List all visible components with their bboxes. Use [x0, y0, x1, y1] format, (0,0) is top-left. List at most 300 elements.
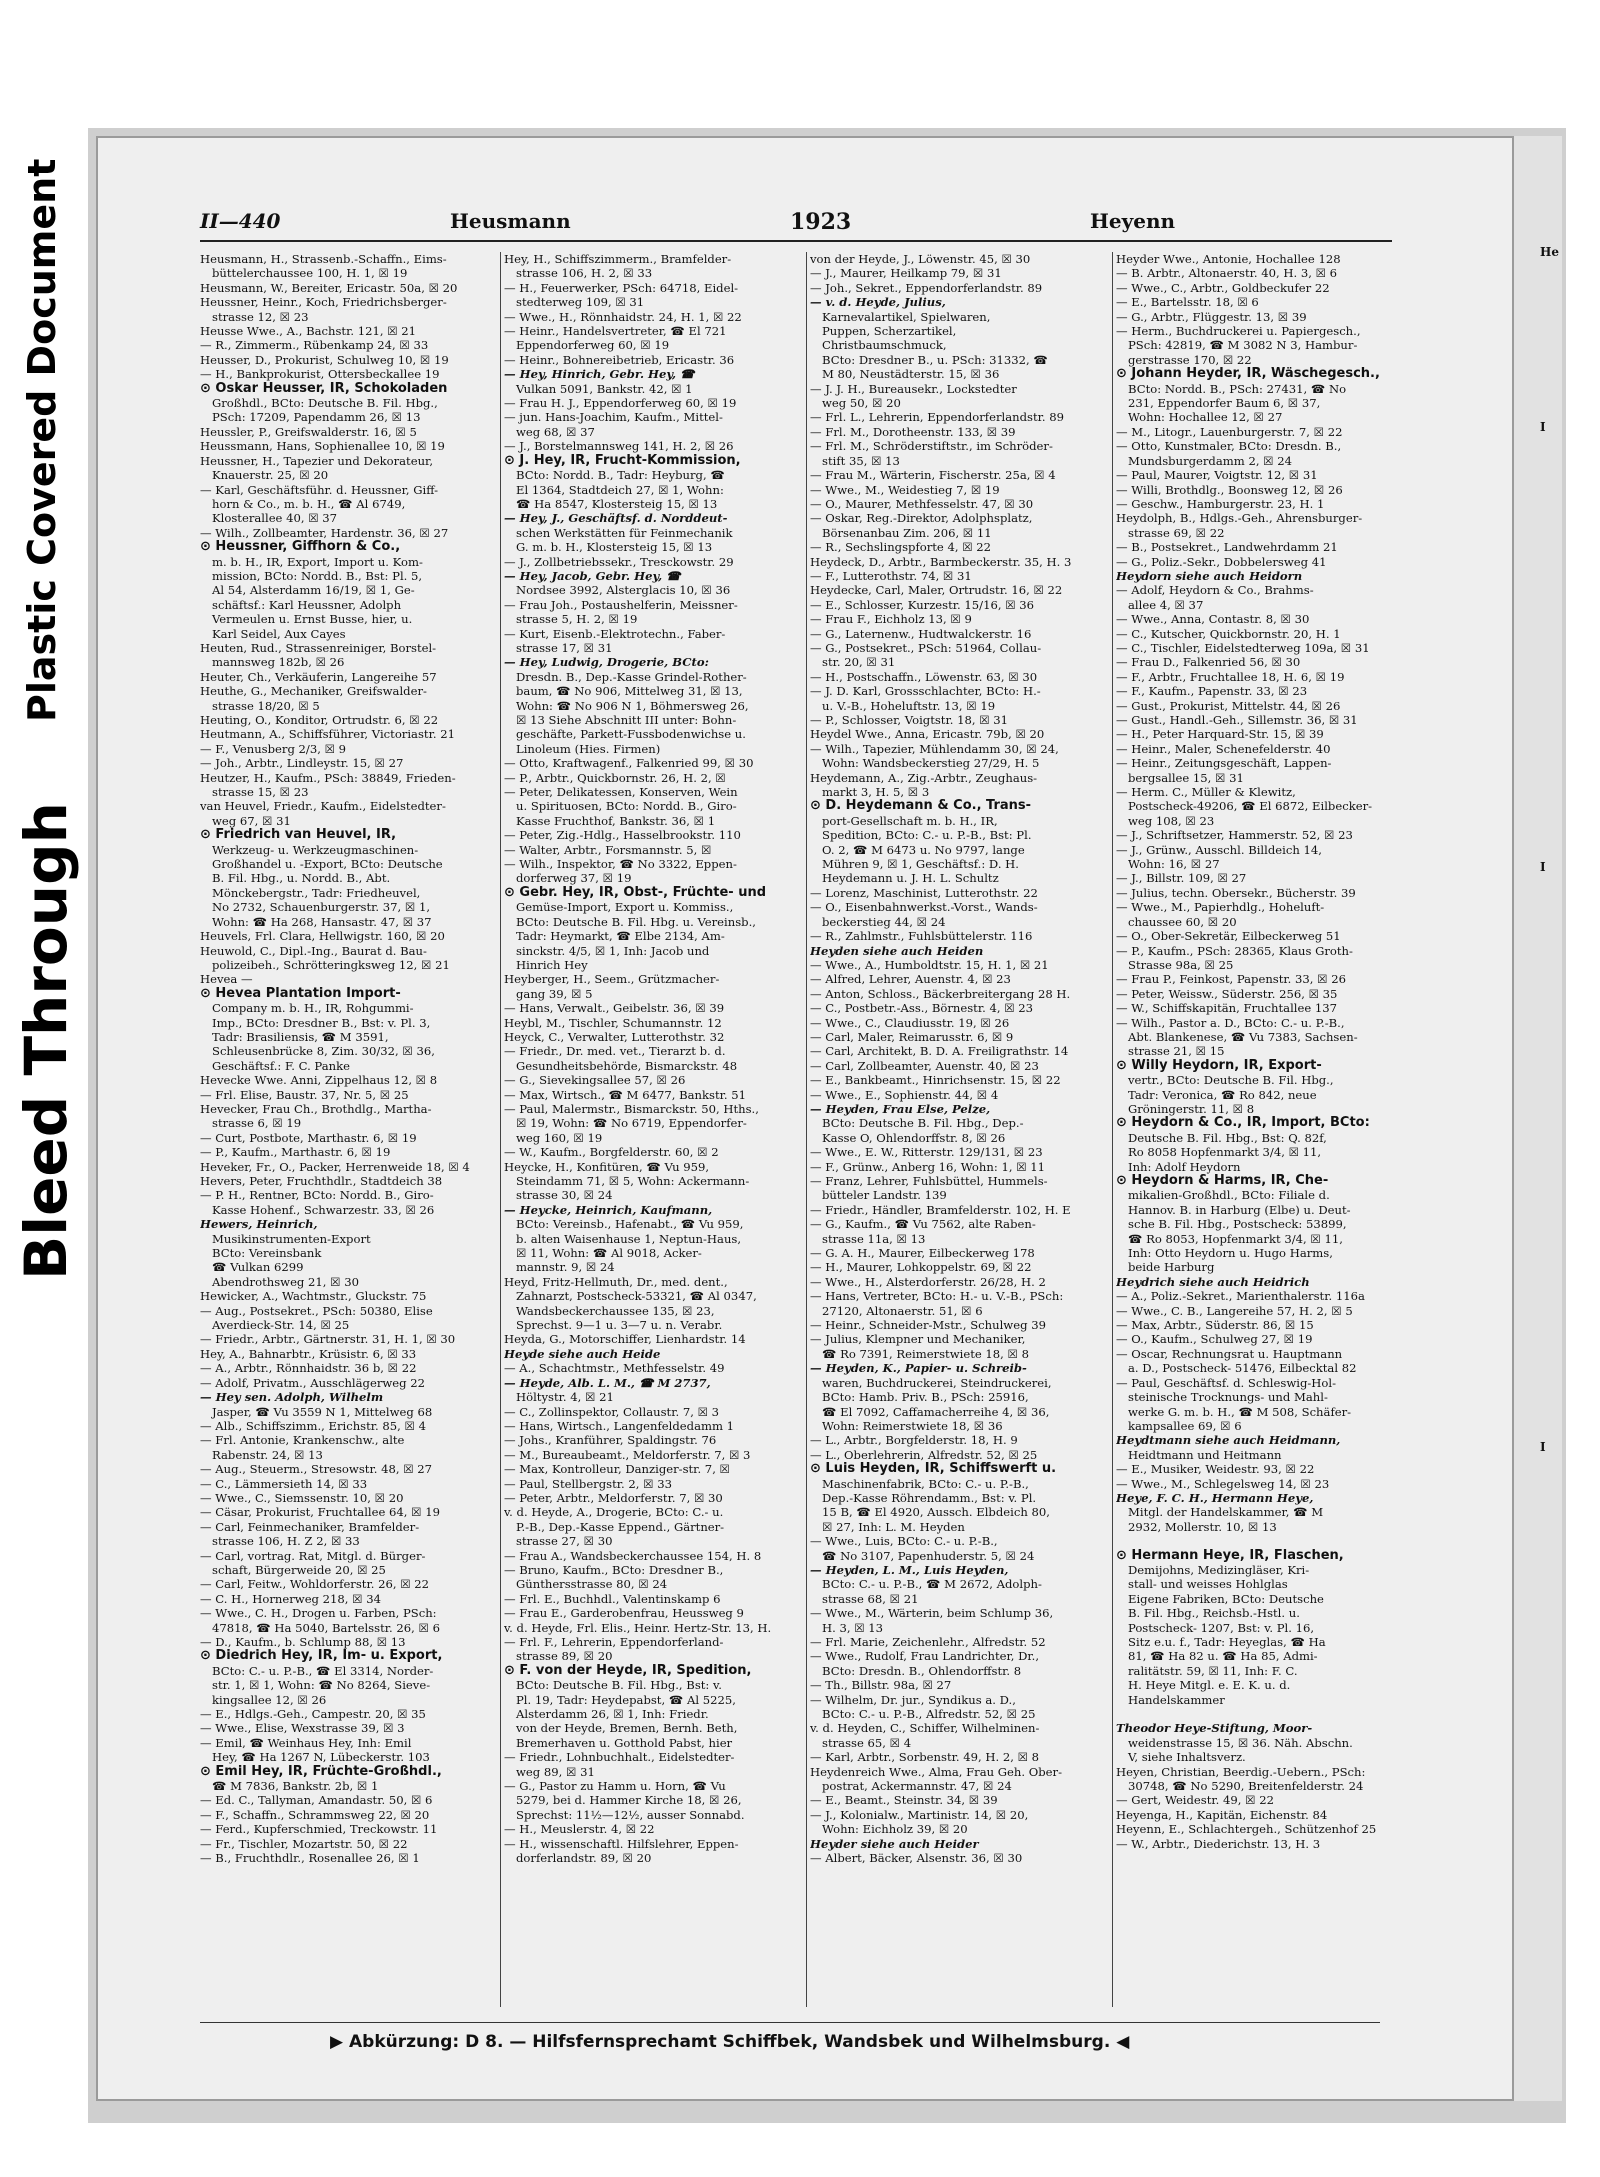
directory-entry-line: PSch: 17209, Papendamm 26, ☒ 13: [212, 410, 421, 425]
directory-entry-line: Eppendorferweg 60, ☒ 19: [516, 338, 670, 353]
directory-entry-line: — Franz, Lehrer, Fuhlsbüttel, Hummels-: [810, 1174, 1048, 1188]
directory-entry-line: — Hey, J., Geschäftsf. d. Norddeut-: [504, 511, 728, 526]
directory-entry-line: steinische Trocknungs- und Mahl-: [1128, 1390, 1328, 1405]
directory-entry-line: Linoleum (Hies. Firmen): [516, 741, 661, 756]
directory-entry-line: Heyder siehe auch Heider: [810, 1836, 979, 1851]
directory-entry-line: Hannov. B. in Harburg (Elbe) u. Deut-: [1128, 1202, 1351, 1217]
directory-entry-line: — Oskar, Reg.-Direktor, Adolphsplatz,: [810, 511, 1033, 526]
directory-entry-line: — Wwe., E. W., Ritterstr. 129/131, ☒ 23: [810, 1145, 1043, 1160]
directory-entry-line: — W., Kaufm., Borgfelderstr. 60, ☒ 2: [504, 1145, 719, 1160]
directory-entry-line: — P. H., Rentner, BCto: Nordd. B., Giro-: [200, 1188, 434, 1203]
directory-entry-line: Heydemann u. J. H. L. Schultz: [822, 871, 999, 886]
directory-entry-line: port-Gesellschaft m. b. H., IR,: [822, 813, 998, 828]
directory-entry-line: 2932, Mollerstr. 10, ☒ 13: [1128, 1519, 1277, 1534]
directory-entry-line: Kasse O, Ohlendorffstr. 8, ☒ 26: [822, 1130, 1006, 1145]
directory-entry-line: — Gust., Handl.-Geh., Sillemstr. 36, ☒ 31: [1116, 713, 1358, 727]
directory-entry-line: Wohn: ☎ No 906 N 1, Böhmersweg 26,: [516, 698, 749, 713]
directory-entry-line: Postscheck-49206, ☎ El 6872, Eilbecker-: [1128, 799, 1373, 814]
directory-entry-line: — P., Kaufm., PSch: 28365, Klaus Groth-: [1116, 943, 1353, 958]
directory-entry-line: Heidtmann und Heitmann: [1128, 1447, 1282, 1462]
directory-entry-line: ⊙ D. Heydemann & Co., Trans-: [810, 799, 1032, 814]
directory-entry-line: Wohn: Reimerstwiete 18, ☒ 36: [822, 1418, 1003, 1433]
directory-entry-line: strasse 69, ☒ 22: [1128, 525, 1225, 540]
directory-entry-line: Heydemann, A., Zig.-Arbtr., Zeughaus-: [810, 770, 1038, 785]
directory-entry-line: Gemüse-Import, Export u. Kommiss.,: [516, 900, 734, 915]
directory-entry-line: Tadr: Veronica, ☎ Ro 842, neue: [1128, 1087, 1317, 1102]
directory-entry-line: Vermeulen u. Ernst Busse, hier, u.: [212, 612, 413, 627]
directory-entry-line: beckerstieg 44, ☒ 24: [822, 914, 946, 929]
directory-entry-line: — E., Beamt., Steinstr. 34, ☒ 39: [810, 1793, 998, 1808]
directory-entry-line: — F., Grünw., Anberg 16, Wohn: 1, ☒ 11: [810, 1159, 1046, 1174]
directory-entry-line: strasse 106, H. Z 2, ☒ 33: [212, 1534, 360, 1549]
directory-entry-line: — J. D. Karl, Grossschlachter, BCto: H.-: [810, 684, 1041, 699]
directory-entry-line: — A., Arbtr., Rönnhaidstr. 36 b, ☒ 22: [200, 1361, 417, 1376]
column-divider: [500, 252, 501, 2007]
directory-entry-line: strasse 21, ☒ 15: [1128, 1044, 1225, 1059]
directory-entry-line: — Max, Arbtr., Süderstr. 86, ☒ 15: [1116, 1318, 1314, 1333]
directory-entry-line: — Heycke, Heinrich, Kaufmann,: [504, 1202, 713, 1217]
directory-entry-line: kampsallee 69, ☒ 6: [1128, 1418, 1242, 1433]
directory-entry-line: — J., Kolonialw., Martinistr. 14, ☒ 20,: [810, 1807, 1029, 1822]
directory-entry-line: Kasse Fruchthof, Bankstr. 36, ☒ 1: [516, 813, 716, 828]
directory-entry-line: strasse 65, ☒ 4: [822, 1735, 912, 1750]
directory-entry-line: [1116, 1534, 1398, 1548]
directory-entry-line: Heyder Wwe., Antonie, Hochallee 128: [1116, 252, 1341, 266]
directory-entry-line: u. Spirituosen, BCto: Nordd. B., Giro-: [516, 799, 737, 814]
directory-entry-line: PSch: 42819, ☎ M 3082 N 3, Hambur-: [1128, 338, 1358, 353]
directory-entry-line: — Heyden, K., Papier- u. Schreib-: [810, 1361, 1027, 1376]
directory-entry-line: Heuting, O., Konditor, Ortrudstr. 6, ☒ 22: [200, 713, 439, 727]
directory-entry-line: — Wilh., Inspektor, ☎ No 3322, Eppen-: [504, 857, 737, 872]
directory-entry-line: — Wwe., M., Schlegelsweg 14, ☒ 23: [1116, 1476, 1330, 1491]
directory-entry-line: Karnevalartikel, Spielwaren,: [822, 309, 991, 324]
directory-entry-line: Geschäftsf.: F. C. Panke: [212, 1058, 350, 1073]
directory-entry-line: BCto: Deutsche B. Fil. Hbg. u. Vereinsb.,: [516, 914, 756, 929]
directory-entry-line: — C. H., Hornerweg 218, ☒ 34: [200, 1591, 381, 1606]
directory-entry-line: — Johs., Kranführer, Spaldingstr. 76: [504, 1433, 717, 1448]
directory-entry-line: Imp., BCto: Dresdner B., Bst: v. Pl. 3,: [212, 1015, 431, 1030]
directory-entry-line: Günthersstrasse 80, ☒ 24: [516, 1577, 668, 1592]
directory-entry-line: Heyden siehe auch Heiden: [810, 943, 984, 958]
directory-entry-line: — M., Bureaubeamt., Meldorferstr. 7, ☒ 3: [504, 1447, 751, 1462]
directory-entry-line: Wohn: 16, ☒ 27: [1128, 857, 1220, 872]
directory-entry-line: — Adolf, Heydorn & Co., Brahms-: [1116, 583, 1314, 598]
directory-entry-line: Heyenn, E., Schlachtergeh., Schützenhof 25: [1116, 1822, 1377, 1837]
directory-entry-line: Wohn: Wandsbeckerstieg 27/29, H. 5: [822, 756, 1040, 771]
directory-entry-line: weg 68, ☒ 37: [516, 424, 595, 439]
directory-entry-line: — J., Billstr. 109, ☒ 27: [1116, 871, 1247, 886]
directory-entry-line: ☎ Ro 8053, Hopfenmarkt 3/4, ☒ 11,: [1128, 1231, 1343, 1246]
directory-entry-line: — Wilh., Zollbeamter, Hardenstr. 36, ☒ 27: [200, 525, 449, 540]
directory-entry-line: dorferlandstr. 89, ☒ 20: [516, 1851, 652, 1866]
directory-entry-line: — Alb., Schiffszimm., Erichstr. 85, ☒ 4: [200, 1418, 426, 1433]
directory-entry-line: — Wwe., C., Siemssenstr. 10, ☒ 20: [200, 1490, 404, 1505]
directory-entry-line: Heyberger, H., Seem., Grützmacher-: [504, 972, 720, 987]
directory-entry-line: weg 67, ☒ 31: [212, 813, 291, 828]
directory-entry-line: b. alten Waisenhause 1, Neptun-Haus,: [516, 1231, 742, 1246]
directory-entry-line: — Wwe., Luis, BCto: C.- u. P.-B.,: [810, 1534, 998, 1549]
directory-entry-line: — Carl, Feinmechaniker, Bramfelder-: [200, 1519, 420, 1534]
directory-entry-line: — E., Bankbeamt., Hinrichsenstr. 15, ☒ 22: [810, 1073, 1061, 1088]
directory-entry-line: Heyde siehe auch Heide: [504, 1346, 661, 1361]
directory-entry-line: — Aug., Steuerm., Stresowstr. 48, ☒ 27: [200, 1462, 433, 1477]
directory-entry-line: ralitätstr. 59, ☒ 11, Inh: F. C.: [1128, 1663, 1298, 1678]
directory-entry-line: a. D., Postscheck- 51476, Eilbecktal 82: [1128, 1361, 1357, 1376]
directory-entry-line: Strasse 98a, ☒ 25: [1128, 957, 1234, 972]
directory-entry-line: Heuten, Rud., Strassenreiniger, Borstel-: [200, 640, 437, 655]
directory-entry-line: — P., Schlosser, Voigtstr. 18, ☒ 31: [810, 713, 1009, 727]
directory-entry-line: — Wwe., Rudolf, Frau Landrichter, Dr.,: [810, 1649, 1040, 1664]
directory-entry-line: Heydrich siehe auch Heidrich: [1116, 1274, 1310, 1289]
directory-entry-line: ⊙ Willy Heydorn, IR, Export-: [1116, 1058, 1322, 1073]
directory-entry-line: — Peter, Delikatessen, Konserven, Wein: [504, 785, 738, 800]
directory-entry-line: strasse 68, ☒ 21: [822, 1591, 919, 1606]
directory-entry-line: — v. d. Heyde, Julius,: [810, 295, 946, 310]
footer-note: ▶ Abkürzung: D 8. — Hilfsfernsprechamt Schiffbek, Wandsbek und Wilhelmsburg. ◀: [330, 2032, 1130, 2052]
directory-entry-line: Gröningerstr. 11, ☒ 8: [1128, 1101, 1255, 1116]
directory-entry-line: Heydolph, B., Hdlgs.-Geh., Ahrensburger-: [1116, 511, 1363, 526]
directory-entry-line: 81, ☎ Ha 82 u. ☎ Ha 85, Admi-: [1128, 1649, 1318, 1664]
directory-entry-line: dorferweg 37, ☒ 19: [516, 871, 632, 886]
directory-entry-line: — Friedr., Lohnbuchhalt., Eidelstedter-: [504, 1750, 735, 1765]
directory-entry-line: mission, BCto: Nordd. B., Bst: Pl. 5,: [212, 568, 423, 583]
directory-entry-line: — Frau A., Wandsbeckerchaussee 154, H. 8: [504, 1548, 762, 1563]
page-number: II—440: [200, 209, 281, 233]
directory-entry-line: strasse 5, H. 2, ☒ 19: [516, 612, 638, 627]
directory-entry-line: BCto: Vereinsb., Hafenabt., ☎ Vu 959,: [516, 1217, 744, 1232]
directory-entry-line: — Willi, Brothdlg., Boonsweg 12, ☒ 26: [1116, 482, 1343, 497]
directory-entry-line: 5279, bei d. Hammer Kirche 18, ☒ 26,: [516, 1793, 742, 1808]
edge-text: I: [1540, 1440, 1546, 1454]
directory-entry-line: v. d. Heyde, Frl. Elis., Heinr. Hertz-Str. 13, H.: [504, 1620, 772, 1635]
directory-entry-line: — Bruno, Kaufm., BCto: Dresdner B.,: [504, 1562, 724, 1577]
directory-entry-line: büttelerchaussee 100, H. 1, ☒ 19: [212, 266, 408, 281]
directory-entry-line: — L., Oberlehrerin, Alfredstr. 52, ☒ 25: [810, 1447, 1038, 1462]
directory-entry-line: Sitz e.u. f., Tadr: Heyeglas, ☎ Ha: [1128, 1635, 1326, 1649]
directory-entry-line: — Wilh., Pastor a. D., BCto: C.- u. P.-B.,: [1116, 1015, 1345, 1030]
directory-entry-line: Jasper, ☎ Vu 3559 N 1, Mittelweg 68: [212, 1404, 433, 1419]
bleed-through-label: Bleed Through: [12, 802, 80, 1280]
directory-entry-line: — Anton, Schloss., Bäckerbreitergang 28 H.: [810, 986, 1071, 1001]
directory-entry-line: Alsterdamm 26, ☒ 1, Inh: Friedr.: [516, 1707, 709, 1722]
directory-entry-line: Heydel Wwe., Anna, Ericastr. 79b, ☒ 20: [810, 727, 1045, 742]
directory-entry-line: El 1364, Stadtdeich 27, ☒ 1, Wohn:: [516, 482, 724, 497]
directory-entry-line: — J., Zollbetriebssekr., Tresckowstr. 29: [504, 554, 734, 569]
directory-entry-line: Deutsche B. Fil. Hbg., Bst: Q. 82f,: [1128, 1130, 1327, 1145]
directory-entry-line: — Wwe., H., Rönnhaidstr. 24, H. 1, ☒ 22: [504, 309, 742, 324]
directory-entry-line: — Friedr., Dr. med. vet., Tierarzt b. d.: [504, 1044, 726, 1059]
directory-entry-line: M 80, Neustädterstr. 15, ☒ 36: [822, 367, 1000, 382]
directory-entry-line: ⊙ Friedrich van Heuvel, IR,: [200, 828, 397, 843]
directory-entry-line: — Hey, Jacob, Gebr. Hey, ☎: [504, 568, 681, 583]
directory-entry-line: Heydtmann siehe auch Heidmann,: [1116, 1433, 1341, 1448]
directory-entry-line: — Frau P., Feinkost, Papenstr. 33, ☒ 26: [1116, 972, 1347, 987]
directory-entry-line: gerstrasse 170, ☒ 22: [1128, 352, 1252, 367]
directory-entry-line: mannstr. 9, ☒ 24: [516, 1260, 615, 1275]
directory-entry-line: Heydenreich Wwe., Alma, Frau Geh. Ober-: [810, 1764, 1062, 1779]
directory-entry-line: — J. J. H., Bureausekr., Lockstedter: [810, 381, 1017, 396]
directory-entry-line: — Heyde, Alb. L. M., ☎ M 2737,: [504, 1375, 711, 1390]
directory-entry-line: Heusmann, H., Strassenb.-Schaffn., Eims-: [200, 252, 447, 266]
directory-entry-line: Tadr: Brasiliensis, ☎ M 3591,: [212, 1029, 389, 1044]
directory-entry-line: van Heuvel, Friedr., Kaufm., Eidelstedter-: [200, 799, 446, 814]
directory-entry-line: — H., Bankprokurist, Ottersbeckallee 19: [200, 367, 440, 382]
directory-entry-line: ⊙ Gebr. Hey, IR, Obst-, Früchte- und: [504, 885, 767, 900]
directory-entry-line: — Wwe., M., Weidestieg 7, ☒ 19: [810, 482, 1000, 497]
directory-entry-line: str. 20, ☒ 31: [822, 655, 896, 670]
directory-entry-line: — Alfred, Lehrer, Auenstr. 4, ☒ 23: [810, 972, 1011, 987]
directory-entry-line: — B., Postsekret., Landwehrdamm 21: [1116, 540, 1338, 555]
directory-entry-line: von der Heyde, Bremen, Bernh. Beth,: [516, 1721, 738, 1736]
directory-entry-line: — Karl, Arbtr., Sorbenstr. 49, H. 2, ☒ 8: [810, 1750, 1040, 1765]
directory-entry-line: V, siehe Inhaltsverz.: [1128, 1750, 1246, 1765]
directory-entry-line: — G., Kaufm., ☎ Vu 7562, alte Raben-: [810, 1217, 1036, 1232]
directory-entry-line: — P., Arbtr., Quickbornstr. 26, H. 2, ☒: [504, 770, 726, 785]
directory-entry-line: vertr., BCto: Deutsche B. Fil. Hbg.,: [1128, 1073, 1334, 1088]
directory-entry-line: ☒ 11, Wohn: ☎ Al 9018, Acker-: [516, 1246, 702, 1261]
directory-entry-line: — G., Sievekingsallee 57, ☒ 26: [504, 1073, 686, 1088]
directory-entry-line: ☎ No 3107, Papenhuderstr. 5, ☒ 24: [822, 1548, 1035, 1563]
directory-entry-line: — H., Meuslerstr. 4, ☒ 22: [504, 1822, 655, 1837]
directory-entry-line: H. Heye Mitgl. e. E. K. u. d.: [1128, 1678, 1291, 1693]
directory-entry-line: Ro 8058 Hopfenmarkt 3/4, ☒ 11,: [1128, 1145, 1322, 1160]
directory-entry-line: — J., Maurer, Heilkamp 79, ☒ 31: [810, 266, 1002, 281]
directory-entry-line: Heussmann, Hans, Sophienallee 10, ☒ 19: [200, 439, 445, 454]
header-left-word: Heusmann: [450, 209, 571, 233]
directory-entry-line: — R., Sechslingspforte 4, ☒ 22: [810, 540, 992, 555]
directory-entry-line: Knauerstr. 25, ☒ 20: [212, 468, 329, 483]
directory-entry-line: 231, Eppendorfer Baum 6, ☒ 37,: [1128, 396, 1321, 411]
directory-entry-line: — C., Tischler, Eidelstedterweg 109a, ☒ 31: [1116, 640, 1370, 655]
directory-entry-line: — O., Ober-Sekretär, Eilbeckerweg 51: [1116, 929, 1341, 944]
directory-entry-line: — H., Feuerwerker, PSch: 64718, Eidel-: [504, 280, 739, 295]
directory-entry-line: Heusmann, W., Bereiter, Ericastr. 50a, ☒ 20: [200, 280, 458, 295]
directory-entry-line: — C., Zollinspektor, Collaustr. 7, ☒ 3: [504, 1404, 720, 1419]
directory-entry-line: — Heinr., Bohnereibetrieb, Ericastr. 36: [504, 352, 735, 367]
directory-entry-line: BCto: C.- u. P.-B., ☎ El 3314, Norder-: [212, 1663, 434, 1678]
directory-entry-line: m. b. H., IR, Export, Import u. Kom-: [212, 554, 423, 569]
directory-entry-line: Wandsbeckerchaussee 135, ☒ 23,: [516, 1303, 715, 1318]
directory-entry-line: — J., Schriftsetzer, Hammerstr. 52, ☒ 23: [1116, 828, 1353, 843]
directory-entry-line: — Paul, Geschäftsf. d. Schleswig-Hol-: [1116, 1375, 1337, 1390]
directory-entry-line: — Wwe., Elise, Wexstrasse 39, ☒ 3: [200, 1721, 405, 1736]
directory-entry-line: Puppen, Scherzartikel,: [822, 324, 957, 339]
directory-entry-line: — D., Kaufm., b. Schlump 88, ☒ 13: [200, 1635, 406, 1649]
directory-entry-line: G. m. b. H., Klostersteig 15, ☒ 13: [516, 540, 713, 555]
directory-entry-line: — Ed. C., Tallyman, Amandastr. 50, ☒ 6: [200, 1793, 433, 1808]
directory-entry-line: — Max, Kontrolleur, Danziger-str. 7, ☒: [504, 1462, 730, 1477]
directory-entry-line: mannsweg 182b, ☒ 26: [212, 655, 345, 670]
directory-entry-line: — Emil, ☎ Weinhaus Hey, Inh: Emil: [200, 1735, 412, 1750]
column-divider: [1112, 252, 1113, 2007]
directory-entry-line: — P., Kaufm., Marthastr. 6, ☒ 19: [200, 1145, 391, 1160]
directory-entry-line: — Oscar, Rechnungsrat u. Hauptmann: [1116, 1346, 1343, 1361]
directory-entry-line: BCto: Deutsche B. Fil. Hbg., Bst: v.: [516, 1678, 722, 1693]
directory-entry-line: — C., Postbetr.-Ass., Börnestr. 4, ☒ 23: [810, 1001, 1034, 1016]
directory-entry-line: Company m. b. H., IR, Rohgummi-: [212, 1001, 414, 1016]
directory-entry-line: BCto: C.- u. P.-B., Alfredstr. 52, ☒ 25: [822, 1707, 1036, 1722]
directory-entry-line: ☒ 13 Siehe Abschnitt III unter: Bohn-: [516, 713, 737, 727]
directory-entry-line: — Joh., Arbtr., Lindleystr. 15, ☒ 27: [200, 756, 404, 771]
directory-entry-line: Bremerhaven u. Gotthold Pabst, hier: [516, 1735, 733, 1750]
directory-entry-line: Heydeck, D., Arbtr., Barmbeckerstr. 35, H. 3: [810, 554, 1072, 569]
directory-entry-line: — Albert, Bäcker, Alsenstr. 36, ☒ 30: [810, 1851, 1023, 1866]
directory-entry-line: — Fr., Tischler, Mozartstr. 50, ☒ 22: [200, 1836, 408, 1851]
directory-entry-line: — Hey sen. Adolph, Wilhelm: [200, 1390, 384, 1405]
directory-entry-line: — W., Arbtr., Diederichstr. 13, H. 3: [1116, 1836, 1321, 1851]
directory-entry-line: ☎ Vulkan 6299: [212, 1260, 304, 1275]
directory-entry-line: BCto: Hamb. Priv. B., PSch: 25916,: [822, 1390, 1029, 1405]
column-3: [810, 252, 1108, 2012]
directory-entry-line: — Adolf, Privatm., Ausschlägerweg 22: [200, 1375, 426, 1390]
directory-entry-line: BCto: Nordd. B., PSch: 27431, ☎ No: [1128, 381, 1347, 396]
directory-entry-line: polizeibeh., Schrötteringksweg 12, ☒ 21: [212, 957, 450, 972]
directory-entry-line: BCto: Nordd. B., Tadr: Heyburg, ☎: [516, 468, 725, 483]
edge-text: He: [1540, 245, 1559, 259]
directory-entry-line: — Carl, vortrag. Rat, Mitgl. d. Bürger-: [200, 1548, 426, 1563]
directory-entry-line: ⊙ Oskar Heusser, IR, Schokoladen: [200, 381, 448, 396]
directory-entry-line: strasse 27, ☒ 30: [516, 1534, 613, 1549]
directory-entry-line: — Frl. Elise, Baustr. 37, Nr. 5, ☒ 25: [200, 1087, 409, 1102]
column-2: [504, 252, 802, 2012]
directory-entry-line: — Heinr., Handelsvertreter, ☎ El 721: [504, 324, 727, 339]
directory-entry-line: Sprechst. 9—1 u. 3—7 u. n. Verabr.: [516, 1318, 723, 1333]
adjacent-page-edge: [1514, 136, 1562, 2101]
directory-entry-line: Zahnarzt, Postscheck-53321, ☎ Al 0347,: [516, 1289, 757, 1304]
header-right-word: Heyenn: [1090, 209, 1176, 233]
directory-entry-line: — Frl. F., Lehrerin, Eppendorferland-: [504, 1635, 724, 1649]
directory-entry-line: Heveker, Fr., O., Packer, Herrenweide 18, ☒ 4: [200, 1159, 470, 1174]
directory-entry-line: — F., Kaufm., Papenstr. 33, ☒ 23: [1116, 684, 1308, 699]
directory-entry-line: — Herm. C., Müller & Klewitz,: [1116, 785, 1296, 800]
directory-entry-line: Heydecke, Carl, Maler, Ortrudstr. 16, ☒ 22: [810, 583, 1063, 598]
directory-entry-line: 47818, ☎ Ha 5040, Bartelsstr. 26, ☒ 6: [212, 1620, 440, 1635]
directory-entry-line: — Th., Billstr. 98a, ☒ 27: [810, 1678, 952, 1693]
directory-entry-line: strasse 106, H. 2, ☒ 33: [516, 266, 653, 281]
directory-entry-line: — Frl. L., Lehrerin, Eppendorferlandstr. 89: [810, 410, 1064, 425]
directory-entry-line: — H., Peter Harquard-Str. 15, ☒ 39: [1116, 727, 1324, 742]
directory-entry-line: H. 3, ☒ 13: [822, 1620, 884, 1635]
directory-entry-line: Hevea —: [200, 972, 253, 987]
directory-entry-line: ⊙ Luis Heyden, IR, Schiffswerft u.: [810, 1462, 1057, 1477]
directory-entry-line: — F., Lutterothstr. 74, ☒ 31: [810, 568, 972, 583]
header-rule: [200, 240, 1392, 242]
directory-entry-line: Heybl, M., Tischler, Schumannstr. 12: [504, 1015, 722, 1030]
directory-entry-line: ⊙ Hevea Plantation Import-: [200, 986, 401, 1001]
directory-entry-line: strasse 89, ☒ 20: [516, 1649, 613, 1664]
directory-entry-line: Karl Seidel, Aux Cayes: [212, 626, 346, 641]
directory-entry-line: Theodor Heye-Stiftung, Moor-: [1116, 1721, 1313, 1736]
directory-entry-line: — Wilh., Tapezier, Mühlendamm 30, ☒ 24,: [810, 741, 1059, 756]
directory-entry-line: — Heinr., Zeitungsgeschäft, Lappen-: [1116, 756, 1332, 771]
directory-entry-line: — Wilhelm, Dr. jur., Syndikus a. D.,: [810, 1692, 1016, 1707]
directory-entry-line: Heuwold, C., Dipl.-Ing., Baurat d. Bau-: [200, 943, 427, 958]
directory-entry-line: Schleusenbrücke 8, Zim. 30/32, ☒ 36,: [212, 1044, 435, 1059]
directory-entry-line: Heuter, Ch., Verkäuferin, Langereihe 57: [200, 669, 437, 684]
directory-entry-line: — G., Pastor zu Hamm u. Horn, ☎ Vu: [504, 1779, 726, 1794]
directory-entry-line: Hey, H., Schiffszimmerm., Bramfelder-: [504, 252, 732, 266]
directory-entry-line: B. Fil. Hbg., u. Nordd. B., Abt.: [212, 871, 391, 886]
directory-entry-line: — Wwe., C., Claudiusstr. 19, ☒ 26: [810, 1015, 1010, 1030]
edge-text: I: [1540, 860, 1546, 874]
directory-entry-line: Klosterallee 40, ☒ 37: [212, 511, 338, 526]
directory-entry-line: Hey, ☎ Ha 1267 N, Lübeckerstr. 103: [212, 1750, 430, 1765]
directory-entry-line: — R., Zahlmstr., Fuhlsbüttelerstr. 116: [810, 929, 1033, 944]
directory-entry-line: waren, Buchdruckerei, Steindruckerei,: [822, 1375, 1052, 1390]
directory-entry-line: Heydorn siehe auch Heidorn: [1116, 568, 1303, 583]
directory-entry-line: Rabenstr. 24, ☒ 13: [212, 1447, 323, 1462]
directory-entry-line: — Julius, techn. Obersekr., Bücherstr. 39: [1116, 885, 1356, 900]
directory-entry-line: Börsenanbau Zim. 206, ☒ 11: [822, 525, 992, 540]
directory-entry-line: Maschinenfabrik, BCto: C.- u. P.-B.,: [822, 1476, 1029, 1491]
directory-entry-line: — Carl, Maler, Reimarusstr. 6, ☒ 9: [810, 1029, 1014, 1044]
directory-entry-line: — Herm., Buchdruckerei u. Papiergesch.,: [1116, 324, 1361, 339]
directory-entry-line: — Geschw., Hamburgerstr. 23, H. 1: [1116, 496, 1325, 511]
directory-entry-line: B. Fil. Hbg., Reichsb.-Hstl. u.: [1128, 1606, 1300, 1621]
directory-entry-line: Kasse Hohenf., Schwarzestr. 33, ☒ 26: [212, 1202, 435, 1217]
directory-entry-line: stall- und weisses Hohlglas: [1128, 1577, 1288, 1592]
directory-entry-line: — E., Musiker, Weidestr. 93, ☒ 22: [1116, 1462, 1315, 1477]
directory-entry-line: — Hey, Ludwig, Drogerie, BCto:: [504, 655, 709, 670]
directory-entry-line: Heussner, Heinr., Koch, Friedrichsberger-: [200, 295, 447, 310]
directory-entry-line: Christbaumschmuck,: [822, 338, 947, 353]
directory-entry-line: — Gert, Weidestr. 49, ☒ 22: [1116, 1793, 1274, 1808]
directory-entry-line: Inh: Otto Heydorn u. Hugo Harms,: [1128, 1246, 1333, 1261]
directory-entry-line: Abt. Blankenese, ☎ Vu 7383, Sachsen-: [1128, 1029, 1358, 1044]
directory-entry-line: — Wwe., Anna, Contastr. 8, ☒ 30: [1116, 612, 1310, 627]
directory-entry-line: Mundsburgerdamm 2, ☒ 24: [1128, 453, 1293, 468]
directory-entry-line: BCto: C.- u. P.-B., ☎ M 2672, Adolph-: [822, 1577, 1042, 1592]
directory-entry-line: ⊙ F. von der Heyde, IR, Spedition,: [504, 1663, 752, 1678]
directory-entry-line: — G., Postsekret., PSch: 51964, Collau-: [810, 640, 1042, 655]
directory-entry-line: Musikinstrumenten-Export: [212, 1231, 371, 1246]
directory-entry-line: — G., Laternenw., Hudtwalckerstr. 16: [810, 626, 1032, 641]
directory-entry-line: Hewers, Heinrich,: [200, 1217, 318, 1232]
directory-entry-line: ⊙ Emil Hey, IR, Früchte-Großhdl.,: [200, 1764, 442, 1779]
directory-entry-line: strasse 15, ☒ 23: [212, 785, 309, 800]
directory-entry-line: Hewicker, A., Wachtmstr., Gluckstr. 75: [200, 1289, 427, 1304]
directory-entry-line: Pl. 19, Tadr: Heydepabst, ☎ Al 5225,: [516, 1692, 736, 1707]
directory-entry-line: — Julius, Klempner und Mechaniker,: [810, 1332, 1026, 1347]
directory-entry-line: — F., Venusberg 2/3, ☒ 9: [200, 741, 347, 756]
directory-entry-line: — Curt, Postbote, Marthastr. 6, ☒ 19: [200, 1130, 417, 1145]
directory-entry-line: — O., Kaufm., Schulweg 27, ☒ 19: [1116, 1332, 1313, 1347]
directory-entry-line: sche B. Fil. Hbg., Postscheck: 53899,: [1128, 1217, 1347, 1232]
directory-entry-line: strasse 30, ☒ 24: [516, 1188, 613, 1203]
directory-entry-line: — Carl, Architekt, B. D. A. Freiligrathstr. 14: [810, 1044, 1069, 1059]
directory-entry-line: — Wwe., C. B., Langereihe 57, H. 2, ☒ 5: [1116, 1303, 1353, 1318]
directory-entry-line: — Kurt, Eisenb.-Elektrotechn., Faber-: [504, 626, 726, 641]
directory-entry-line: Heyenga, H., Kapitän, Eichenstr. 84: [1116, 1807, 1328, 1822]
directory-entry-line: — Wwe., A., Humboldtstr. 15, H. 1, ☒ 21: [810, 957, 1049, 972]
directory-entry-line: ☎ El 7092, Caffamacherreihe 4, ☒ 36,: [822, 1404, 1050, 1419]
directory-entry-line: strasse 11a, ☒ 13: [822, 1231, 926, 1246]
directory-entry-line: Hevers, Peter, Fruchthdlr., Stadtdeich 38: [200, 1174, 443, 1188]
directory-entry-line: — L., Arbtr., Borgfelderstr. 18, H. 9: [810, 1433, 1018, 1448]
directory-entry-line: — O., Eisenbahnwerkst.-Vorst., Wands-: [810, 900, 1038, 915]
directory-entry-line: Heyda, G., Motorschiffer, Lienhardstr. 14: [504, 1332, 746, 1347]
directory-entry-line: Postscheck- 1207, Bst: v. Pl. 16,: [1128, 1620, 1315, 1635]
directory-entry-line: weg 50, ☒ 20: [822, 396, 901, 411]
directory-entry-line: — W., Schiffskapitän, Fruchtallee 137: [1116, 1001, 1338, 1016]
directory-entry-line: — Paul, Stellbergstr. 2, ☒ 33: [504, 1476, 672, 1491]
directory-entry-line: Mitgl. der Handelskammer, ☎ M: [1128, 1505, 1324, 1520]
directory-entry-line: Heyck, C., Verwalter, Lutterothstr. 32: [504, 1029, 725, 1044]
directory-entry-line: Hey, A., Bahnarbtr., Krüsistr. 6, ☒ 33: [200, 1346, 417, 1361]
directory-entry-line: — B. Arbtr., Altonaerstr. 40, H. 3, ☒ 6: [1116, 266, 1338, 281]
directory-entry-line: — Hans, Vertreter, BCto: H.- u. V.-B., PSch:: [810, 1289, 1064, 1304]
directory-entry-line: — Walter, Arbtr., Forsmannstr. 5, ☒: [504, 842, 712, 857]
